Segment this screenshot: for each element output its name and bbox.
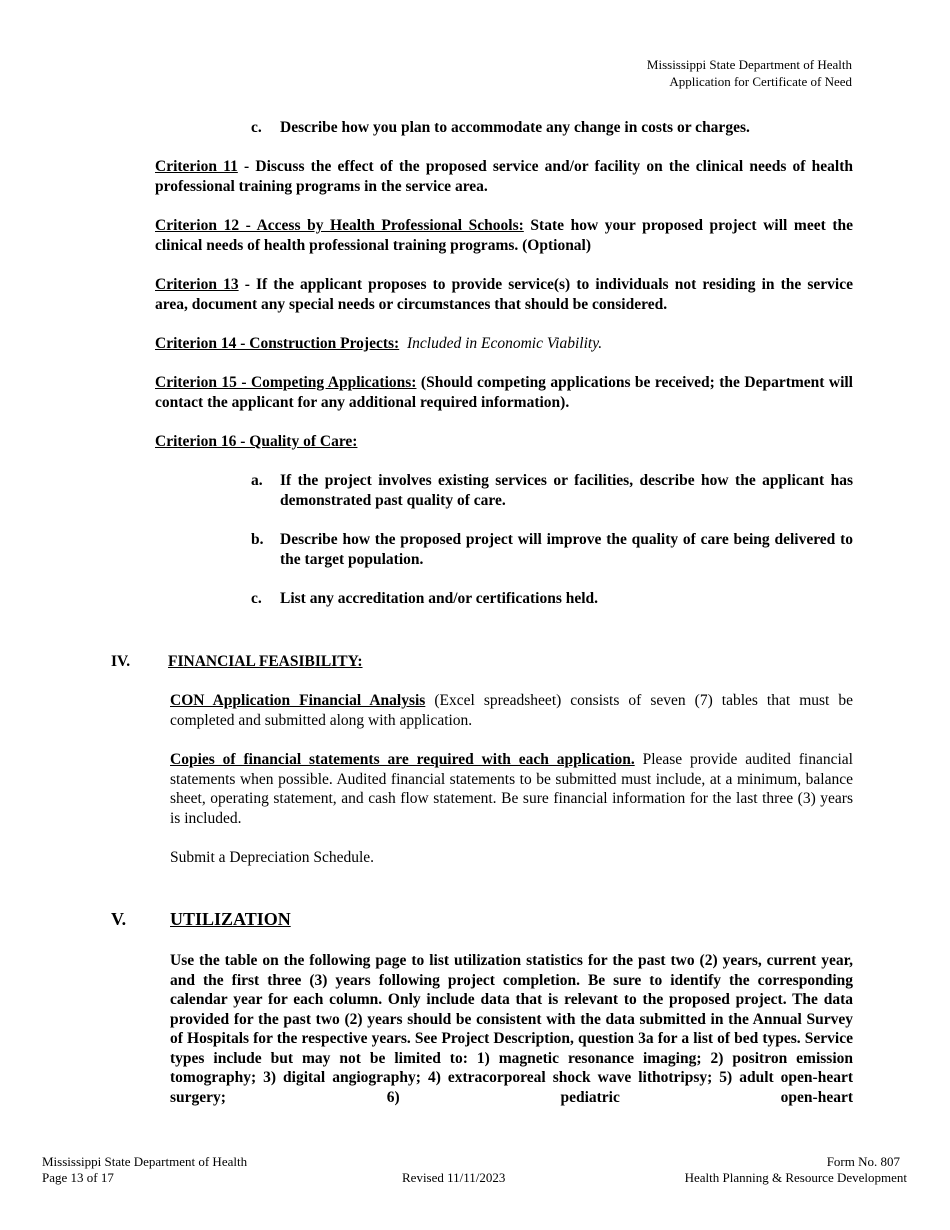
header-line-2: Application for Certificate of Need <box>669 74 852 89</box>
criterion-11-text: - Discuss the effect of the proposed service and/or facility on the clinical needs of health professional training programs in the service area. <box>155 158 853 195</box>
section-4-paragraph-3: Submit a Depreciation Schedule. <box>170 849 375 866</box>
financial-statements-text: Please provide audited financial statements when possible. Audited financial statements to be submitted must include, at a minimum, balance sheet, operating statement, and cash flow statement. Be sure financial information for the last three (3) years is included. <box>170 751 853 827</box>
criterion-12-text: State how your proposed project will meet the clinical needs of health professional training programs. (Optional) <box>155 217 854 254</box>
section-5-paragraph: Use the table on the following page to list utilization statistics for the past two (2) years, current year, and the first three (3) years following project completion. Be sure to identify the corresponding calendar year for each column. Only include data that is relevant to the proposed project. The data provided for the past two (2) years should be consistent with the data submitted in the Annual Survey of Hospitals for the respective years. See Project Description, question 3a for a list of bed types. Service types include but may not be limited to: 1) magnetic resonance imaging; 2) positron emission tomography; 3) digital angiography; 4) extracorporeal shock wave lithotripsy; 5) adult open-heart surgery; 6) pediatric open-heart <box>170 952 853 1106</box>
criterion-16-item-b: Describe how the proposed project will improve the quality of care being delivered to the target population. <box>280 531 853 568</box>
footer-org: Mississippi State Department of Health <box>42 1154 248 1169</box>
criterion-13-text: - If the applicant proposes to provide service(s) to individuals not residing in the service area, document any special needs or circumstances that should be considered. <box>155 276 853 313</box>
section-4-paragraph-1 <box>170 691 853 730</box>
criterion-13-label: Criterion 13 <box>155 276 239 293</box>
footer-right <box>685 1154 907 1186</box>
section-4-number: IV. <box>111 653 131 670</box>
item-c-top-text: Describe how you plan to accommodate any change in costs or charges. <box>280 119 750 136</box>
criterion-12 <box>155 216 853 255</box>
criterion-14-text: Included in Economic Viability. <box>406 335 603 352</box>
criterion-14 <box>155 334 853 354</box>
section-5-number: V. <box>111 909 127 929</box>
section-5-title: UTILIZATION <box>170 909 291 929</box>
list-marker-c: c. <box>251 590 262 607</box>
criterion-15-text: (Should competing applications be received; the Department will contact the applicant for any additional required information). <box>155 374 853 411</box>
footer-revised: Revised 11/11/2023 <box>402 1170 506 1185</box>
criterion-11 <box>155 157 853 196</box>
page-header <box>647 56 852 90</box>
financial-analysis-label: CON Application Financial Analysis <box>170 692 426 709</box>
footer-left <box>42 1154 247 1186</box>
section-4-title: FINANCIAL FEASIBILITY: <box>168 653 363 670</box>
footer-page-number: Page 13 of 17 <box>42 1170 114 1185</box>
list-marker-c-top: c. <box>251 119 262 136</box>
header-line-1: Mississippi State Department of Health <box>646 57 852 72</box>
list-marker-a: a. <box>251 472 263 489</box>
criterion-16-label: Criterion 16 - Quality of Care: <box>155 433 358 450</box>
criterion-16-item-c: List any accreditation and/or certifications held. <box>280 590 599 607</box>
criterion-13 <box>155 275 853 314</box>
criterion-11-label: Criterion 11 <box>155 158 238 175</box>
financial-analysis-text: (Excel spreadsheet) consists of seven (7) tables that must be completed and submitted along with application. <box>170 692 853 729</box>
criterion-16 <box>155 432 853 452</box>
financial-statements-label: Copies of financial statements are required with each application. <box>170 751 635 768</box>
criterion-16-item-a: If the project involves existing services or facilities, describe how the applicant has demonstrated past quality of care. <box>280 472 853 509</box>
list-marker-b: b. <box>251 531 264 548</box>
criterion-14-label: Criterion 14 - Construction Projects: <box>155 335 400 352</box>
section-4-paragraph-2 <box>170 750 853 828</box>
criterion-15-label: Criterion 15 - Competing Applications: <box>155 374 417 391</box>
criterion-15 <box>155 373 853 412</box>
footer-form-number: Form No. 807 <box>826 1154 900 1169</box>
footer-division: Health Planning & Resource Development <box>684 1170 907 1185</box>
criterion-12-label: Criterion 12 - Access by Health Professional Schools: <box>155 217 524 234</box>
